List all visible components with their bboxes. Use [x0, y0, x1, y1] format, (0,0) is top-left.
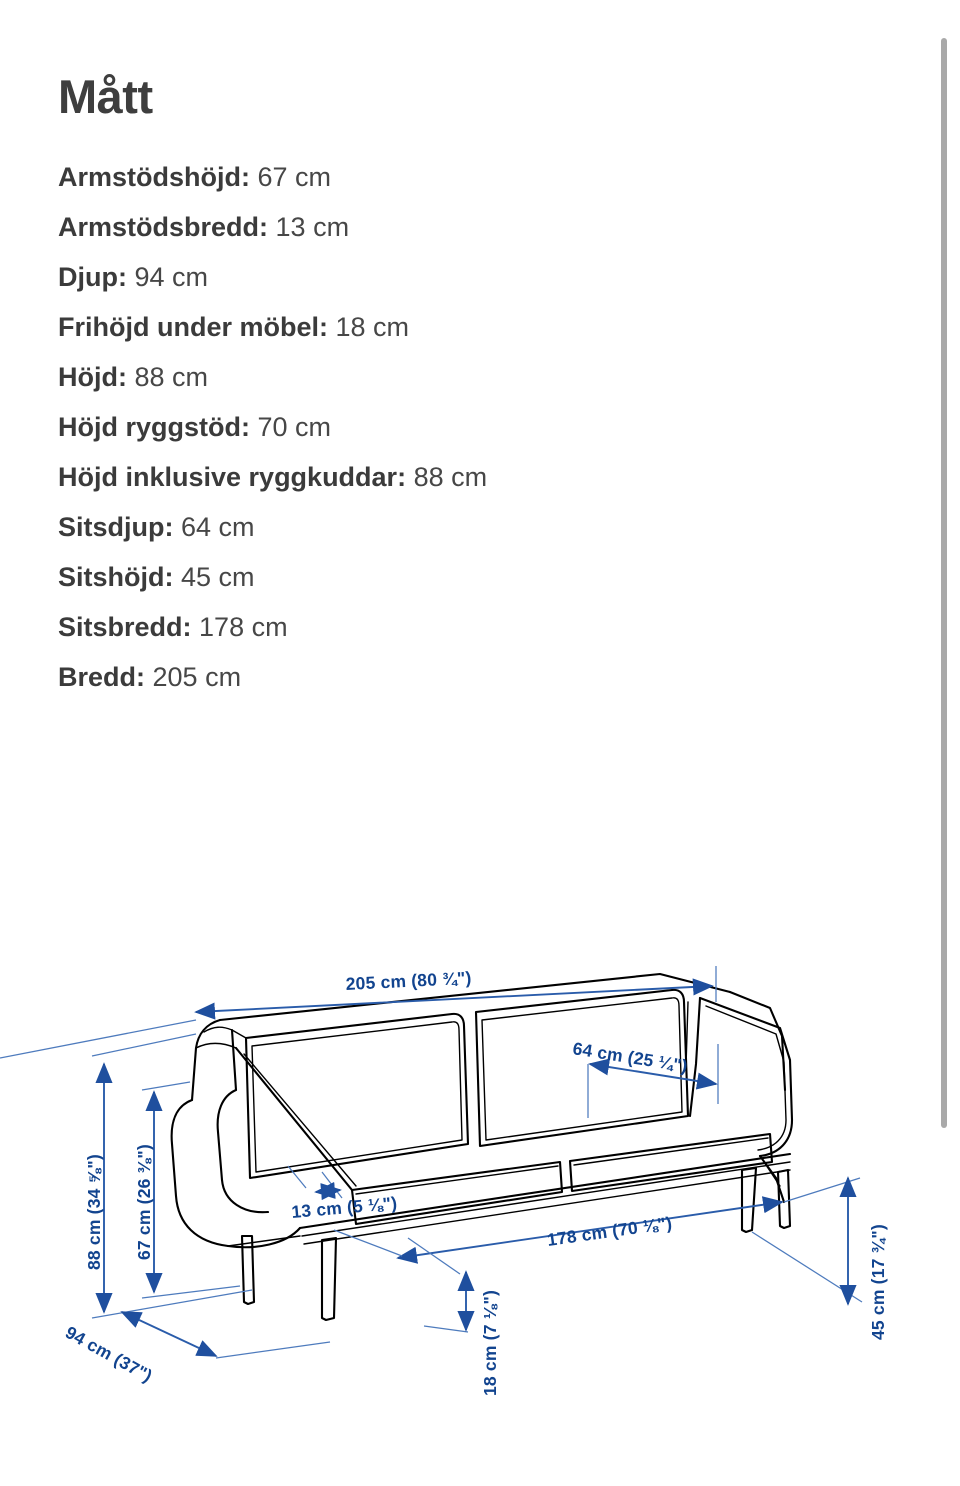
spec-label: Sitsdjup: [58, 512, 174, 542]
dimension-seat-width [334, 1202, 782, 1258]
list-item [58, 602, 878, 652]
spec-value: 205 cm [152, 662, 242, 692]
spec-label: Höjd ryggstöd: [58, 412, 250, 442]
dimension-label-seat-width: 178 cm (70 ⅛") [545, 1212, 674, 1250]
spec-label: Sitsbredd: [58, 612, 192, 642]
page-title: Mått [58, 70, 153, 124]
spec-value: 88 cm [134, 362, 209, 392]
spec-label: Armstödsbredd: [58, 212, 269, 242]
dimension-label-depth: 94 cm (37") [62, 1322, 156, 1387]
list-item [58, 252, 878, 302]
list-item [58, 552, 878, 602]
dimension-label-width: 205 cm (80 ¾") [345, 967, 472, 994]
list-item [58, 302, 878, 352]
spec-label: Höjd inklusive ryggkuddar: [58, 462, 407, 492]
dimension-depth [62, 1312, 330, 1386]
sofa-dimension-diagram [0, 940, 930, 1450]
dimension-label-clearance: 18 cm (7 ⅛") [480, 1289, 500, 1396]
list-item [58, 652, 878, 702]
dimension-label-armrest-height: 67 cm (26 ⅜") [134, 1144, 154, 1260]
list-item [58, 502, 878, 552]
dimension-label-seat-height: 45 cm (17 ¾") [868, 1224, 888, 1340]
dimension-label-armrest-width: 13 cm (5 ⅛") [290, 1192, 398, 1222]
spec-value: 70 cm [257, 412, 332, 442]
dimension-seat-height [752, 1178, 888, 1340]
dimension-label-seat-depth: 64 cm (25 ¼") [571, 1038, 690, 1077]
sofa-illustration [172, 974, 792, 1320]
list-item [58, 452, 878, 502]
spec-value: 67 cm [257, 162, 332, 192]
dimension-label-height: 88 cm (34 ⅝") [84, 1154, 104, 1270]
spec-label: Frihöjd under möbel: [58, 312, 328, 342]
spec-label: Höjd: [58, 362, 127, 392]
list-item [58, 352, 878, 402]
spec-value: 45 cm [181, 562, 255, 592]
dimension-height [84, 1034, 252, 1318]
measurements-list [58, 152, 878, 702]
dimension-clearance [408, 1238, 500, 1396]
dimension-armrest-width [288, 1166, 398, 1222]
spec-label: Djup: [58, 262, 127, 292]
spec-value: 13 cm [275, 212, 350, 242]
spec-value: 88 cm [413, 462, 488, 492]
spec-value: 18 cm [335, 312, 410, 342]
spec-label: Sitshöjd: [58, 562, 174, 592]
list-item [58, 402, 878, 452]
spec-value: 64 cm [181, 512, 255, 542]
list-item [58, 152, 878, 202]
list-item [58, 202, 878, 252]
spec-value: 178 cm [199, 612, 288, 642]
scrollbar-thumb[interactable] [941, 38, 947, 1128]
spec-value: 94 cm [134, 262, 209, 292]
page-scrollbar[interactable] [946, 0, 954, 1486]
spec-label: Bredd: [58, 662, 145, 692]
spec-label: Armstödshöjd: [58, 162, 250, 192]
